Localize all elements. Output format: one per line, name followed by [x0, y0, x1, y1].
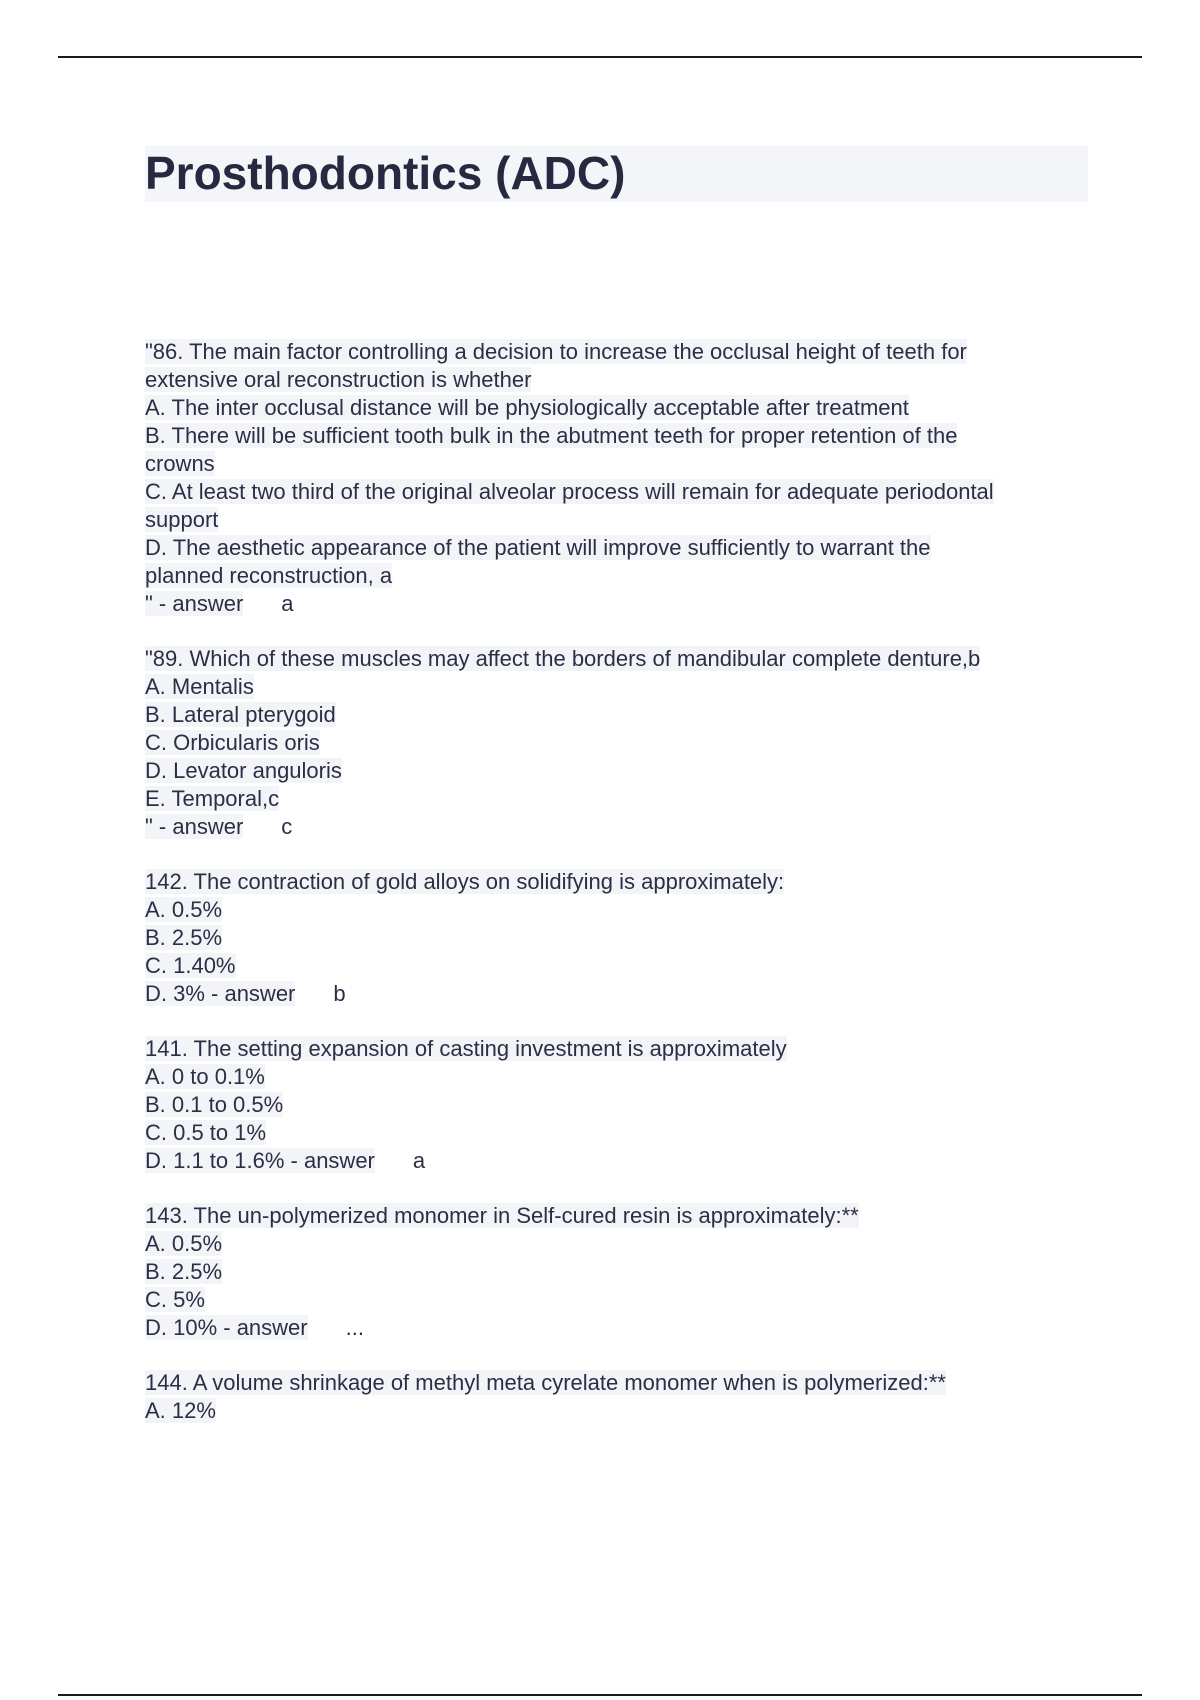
option-line: [145, 506, 1090, 534]
option-line: [145, 1119, 1090, 1147]
option-line: [145, 896, 1090, 924]
answer-value: ...: [345, 1315, 364, 1340]
option-line: [145, 701, 1090, 729]
option-line: [145, 785, 1090, 813]
option-b: B. There will be sufficient tooth bulk in the abutment teeth for proper retention of the: [145, 423, 958, 448]
option-line: [145, 562, 1090, 590]
answer-line: [145, 813, 1090, 841]
option-a: A. 0 to 0.1%: [145, 1064, 265, 1089]
option-a: A. Mentalis: [145, 674, 254, 699]
answer-line: [145, 1314, 1090, 1342]
option-line: [145, 478, 1090, 506]
option-line: [145, 394, 1090, 422]
question-141: [145, 1035, 1090, 1175]
option-line: [145, 450, 1090, 478]
document-body: [145, 338, 1090, 1452]
answer-prefix: D. 3% - answer: [145, 981, 296, 1006]
answer-prefix: " - answer: [145, 591, 244, 616]
option-b: B. 2.5%: [145, 1259, 223, 1284]
option-line: [145, 757, 1090, 785]
question-line: [145, 338, 1090, 366]
option-a: A. 0.5%: [145, 897, 223, 922]
option-line: [145, 422, 1090, 450]
option-line: [145, 534, 1090, 562]
question-line: [145, 868, 1090, 896]
question-line: [145, 1035, 1090, 1063]
option-b: B. 0.1 to 0.5%: [145, 1092, 284, 1117]
answer-prefix: " - answer: [145, 814, 244, 839]
answer-value: c: [281, 814, 293, 839]
option-line: [145, 952, 1090, 980]
option-c: C. 5%: [145, 1287, 205, 1312]
option-c-cont: support: [145, 507, 219, 532]
option-c: C. 0.5 to 1%: [145, 1120, 267, 1145]
option-line: [145, 1230, 1090, 1258]
option-d-cont: planned reconstruction, a: [145, 563, 393, 588]
answer-line: [145, 980, 1090, 1008]
option-d: D. Levator anguloris: [145, 758, 342, 783]
option-line: [145, 924, 1090, 952]
top-rule: [58, 56, 1142, 58]
option-d: D. The aesthetic appearance of the patient will improve sufficiently to warrant the: [145, 535, 931, 560]
answer-line: [145, 590, 1090, 618]
answer-value: a: [281, 591, 294, 616]
option-b-cont: crowns: [145, 451, 215, 476]
option-b: B. Lateral pterygoid: [145, 702, 336, 727]
question-142: [145, 868, 1090, 1008]
question-text: 143. The un-polymerized monomer in Self-cured resin is approximately:**: [145, 1203, 859, 1228]
question-line: [145, 1202, 1090, 1230]
question-text: extensive oral reconstruction is whether: [145, 367, 532, 392]
bottom-rule: [58, 1694, 1142, 1696]
option-line: [145, 1063, 1090, 1091]
page-title: Prosthodontics (ADC): [145, 147, 626, 199]
option-line: [145, 673, 1090, 701]
question-text: "89. Which of these muscles may affect the borders of mandibular complete denture,b: [145, 646, 981, 671]
option-a: A. 12%: [145, 1398, 216, 1423]
question-text: 144. A volume shrinkage of methyl meta cyrelate monomer when is polymerized:**: [145, 1370, 946, 1395]
question-text: "86. The main factor controlling a decision to increase the occlusal height of teeth for: [145, 339, 967, 364]
answer-value: b: [333, 981, 346, 1006]
question-line: [145, 1369, 1090, 1397]
answer-prefix: D. 10% - answer: [145, 1315, 308, 1340]
option-line: [145, 1258, 1090, 1286]
answer-prefix: D. 1.1 to 1.6% - answer: [145, 1148, 375, 1173]
answer-line: [145, 1147, 1090, 1175]
option-e: E. Temporal,c: [145, 786, 280, 811]
option-line: [145, 1091, 1090, 1119]
option-a: A. The inter occlusal distance will be physiologically acceptable after treatment: [145, 395, 909, 420]
question-89: [145, 645, 1090, 841]
option-b: B. 2.5%: [145, 925, 223, 950]
question-144: [145, 1369, 1090, 1425]
option-a: A. 0.5%: [145, 1231, 223, 1256]
question-86: [145, 338, 1090, 618]
question-text: 141. The setting expansion of casting investment is approximately: [145, 1036, 787, 1061]
question-143: [145, 1202, 1090, 1342]
option-line: [145, 1286, 1090, 1314]
question-line: [145, 645, 1090, 673]
option-line: [145, 1397, 1090, 1425]
option-c: C. Orbicularis oris: [145, 730, 320, 755]
option-c: C. At least two third of the original alveolar process will remain for adequate periodontal: [145, 479, 994, 504]
option-line: [145, 729, 1090, 757]
option-c: C. 1.40%: [145, 953, 236, 978]
question-line: [145, 366, 1090, 394]
answer-value: a: [412, 1148, 426, 1173]
question-text: 142. The contraction of gold alloys on solidifying is approximately:: [145, 869, 785, 894]
